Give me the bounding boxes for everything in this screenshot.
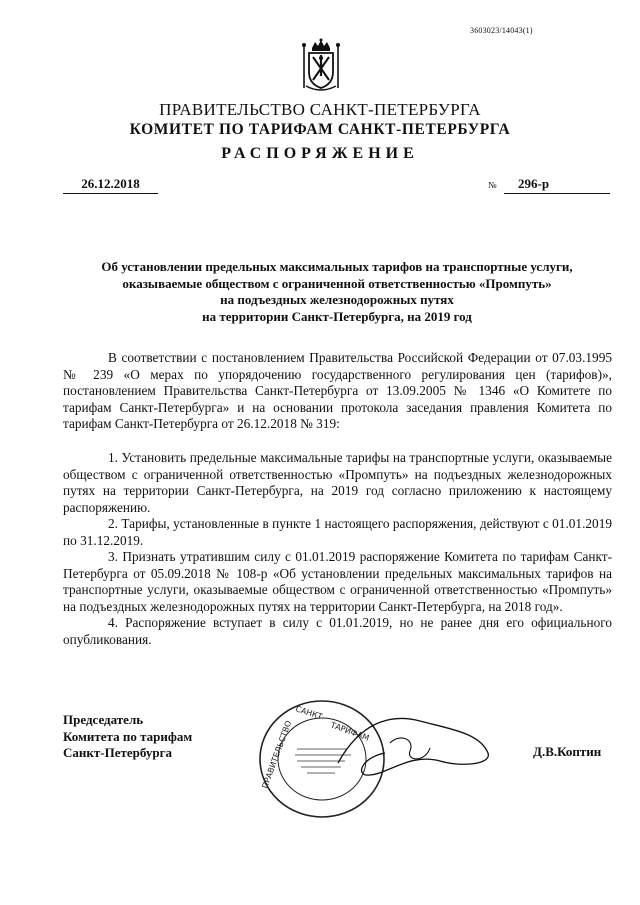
svg-text:ПРАВИТЕЛЬСТВО: ПРАВИТЕЛЬСТВО [260, 719, 294, 790]
title-line: оказываемые обществом с ограниченной ответственностью «Промпуть» [122, 275, 552, 291]
coat-of-arms-icon [300, 38, 342, 92]
position-line: Санкт-Петербурга [63, 745, 172, 760]
title-line: на территории Санкт-Петербурга, на 2019 год [202, 308, 472, 324]
title-line: на подъездных железнодорожных путях [220, 292, 454, 307]
order-item-4: 4. Распоряжение вступает в силу с 01.01.2019, но не ранее дня его официального опубликования. [63, 615, 612, 647]
document-number: 296-р [504, 176, 610, 194]
position-line: Председатель [63, 712, 144, 727]
signatory-name: Д.В.Коптин [533, 744, 602, 759]
number-sign: № [488, 180, 497, 190]
order-item-1: 1. Установить предельные максимальные тарифы на транспортные услуги, оказываемые обществом с ограниченной ответственностью «Промпуть» на подъездных железнодорожных путях на территории Санкт-Петербурга, на 2019 год согласно приложению к настоящему распоряжению. [63, 450, 612, 515]
document-title [62, 259, 612, 325]
position-line: Комитета по тарифам [63, 728, 193, 744]
government-name: ПРАВИТЕЛЬСТВО САНКТ-ПЕТЕРБУРГА [159, 100, 481, 119]
svg-text:ТАРИФАМ: ТАРИФАМ [329, 720, 371, 743]
title-line: Об установлении предельных максимальных тарифов на транспортные услуги, [101, 259, 573, 274]
order-items [63, 450, 612, 648]
order-item-2: 2. Тарифы, установленные в пункте 1 настоящего распоряжения, действуют с 01.01.2019 по 31.12.2019. [63, 516, 612, 548]
order-item-3: 3. Признать утратившим силу с 01.01.2019 распоряжение Комитета по тарифам Санкт-Петербурга от 05.09.2018 № 108-р «Об установлении предельных максимальных тарифов на транспортные услуги, оказываемые обществом с ограниченной ответственностью «Промпуть» на подъездных железнодорожных путях на территории Санкт-Петербурга, на 2018 год». [63, 549, 612, 614]
signatory-position [63, 712, 192, 762]
document-date: 26.12.2018 [63, 176, 158, 194]
svg-text:САНКТ: САНКТ [294, 704, 324, 722]
document-registry-number: 3603023/14043(1) [470, 26, 533, 35]
handwritten-signature-icon [330, 703, 495, 793]
preamble-paragraph: В соответствии с постановлением Правительства Российской Федерации от 07.03.1995 № 239 «О мерах по упорядочению государственного регулирования цен (тарифов)», постановлением Правительства Санкт-Петербурга от 13.09.2005 № 1346 «О Комитете по тарифам Санкт-Петербурга» и на основании протокола заседания правления Комитета по тарифам Санкт-Петербурга от 26.12.2018 № 319: [63, 350, 612, 431]
committee-name: КОМИТЕТ ПО ТАРИФАМ САНКТ-ПЕТЕРБУРГА [129, 121, 511, 138]
document-type: РАСПОРЯЖЕНИЕ [221, 145, 419, 162]
